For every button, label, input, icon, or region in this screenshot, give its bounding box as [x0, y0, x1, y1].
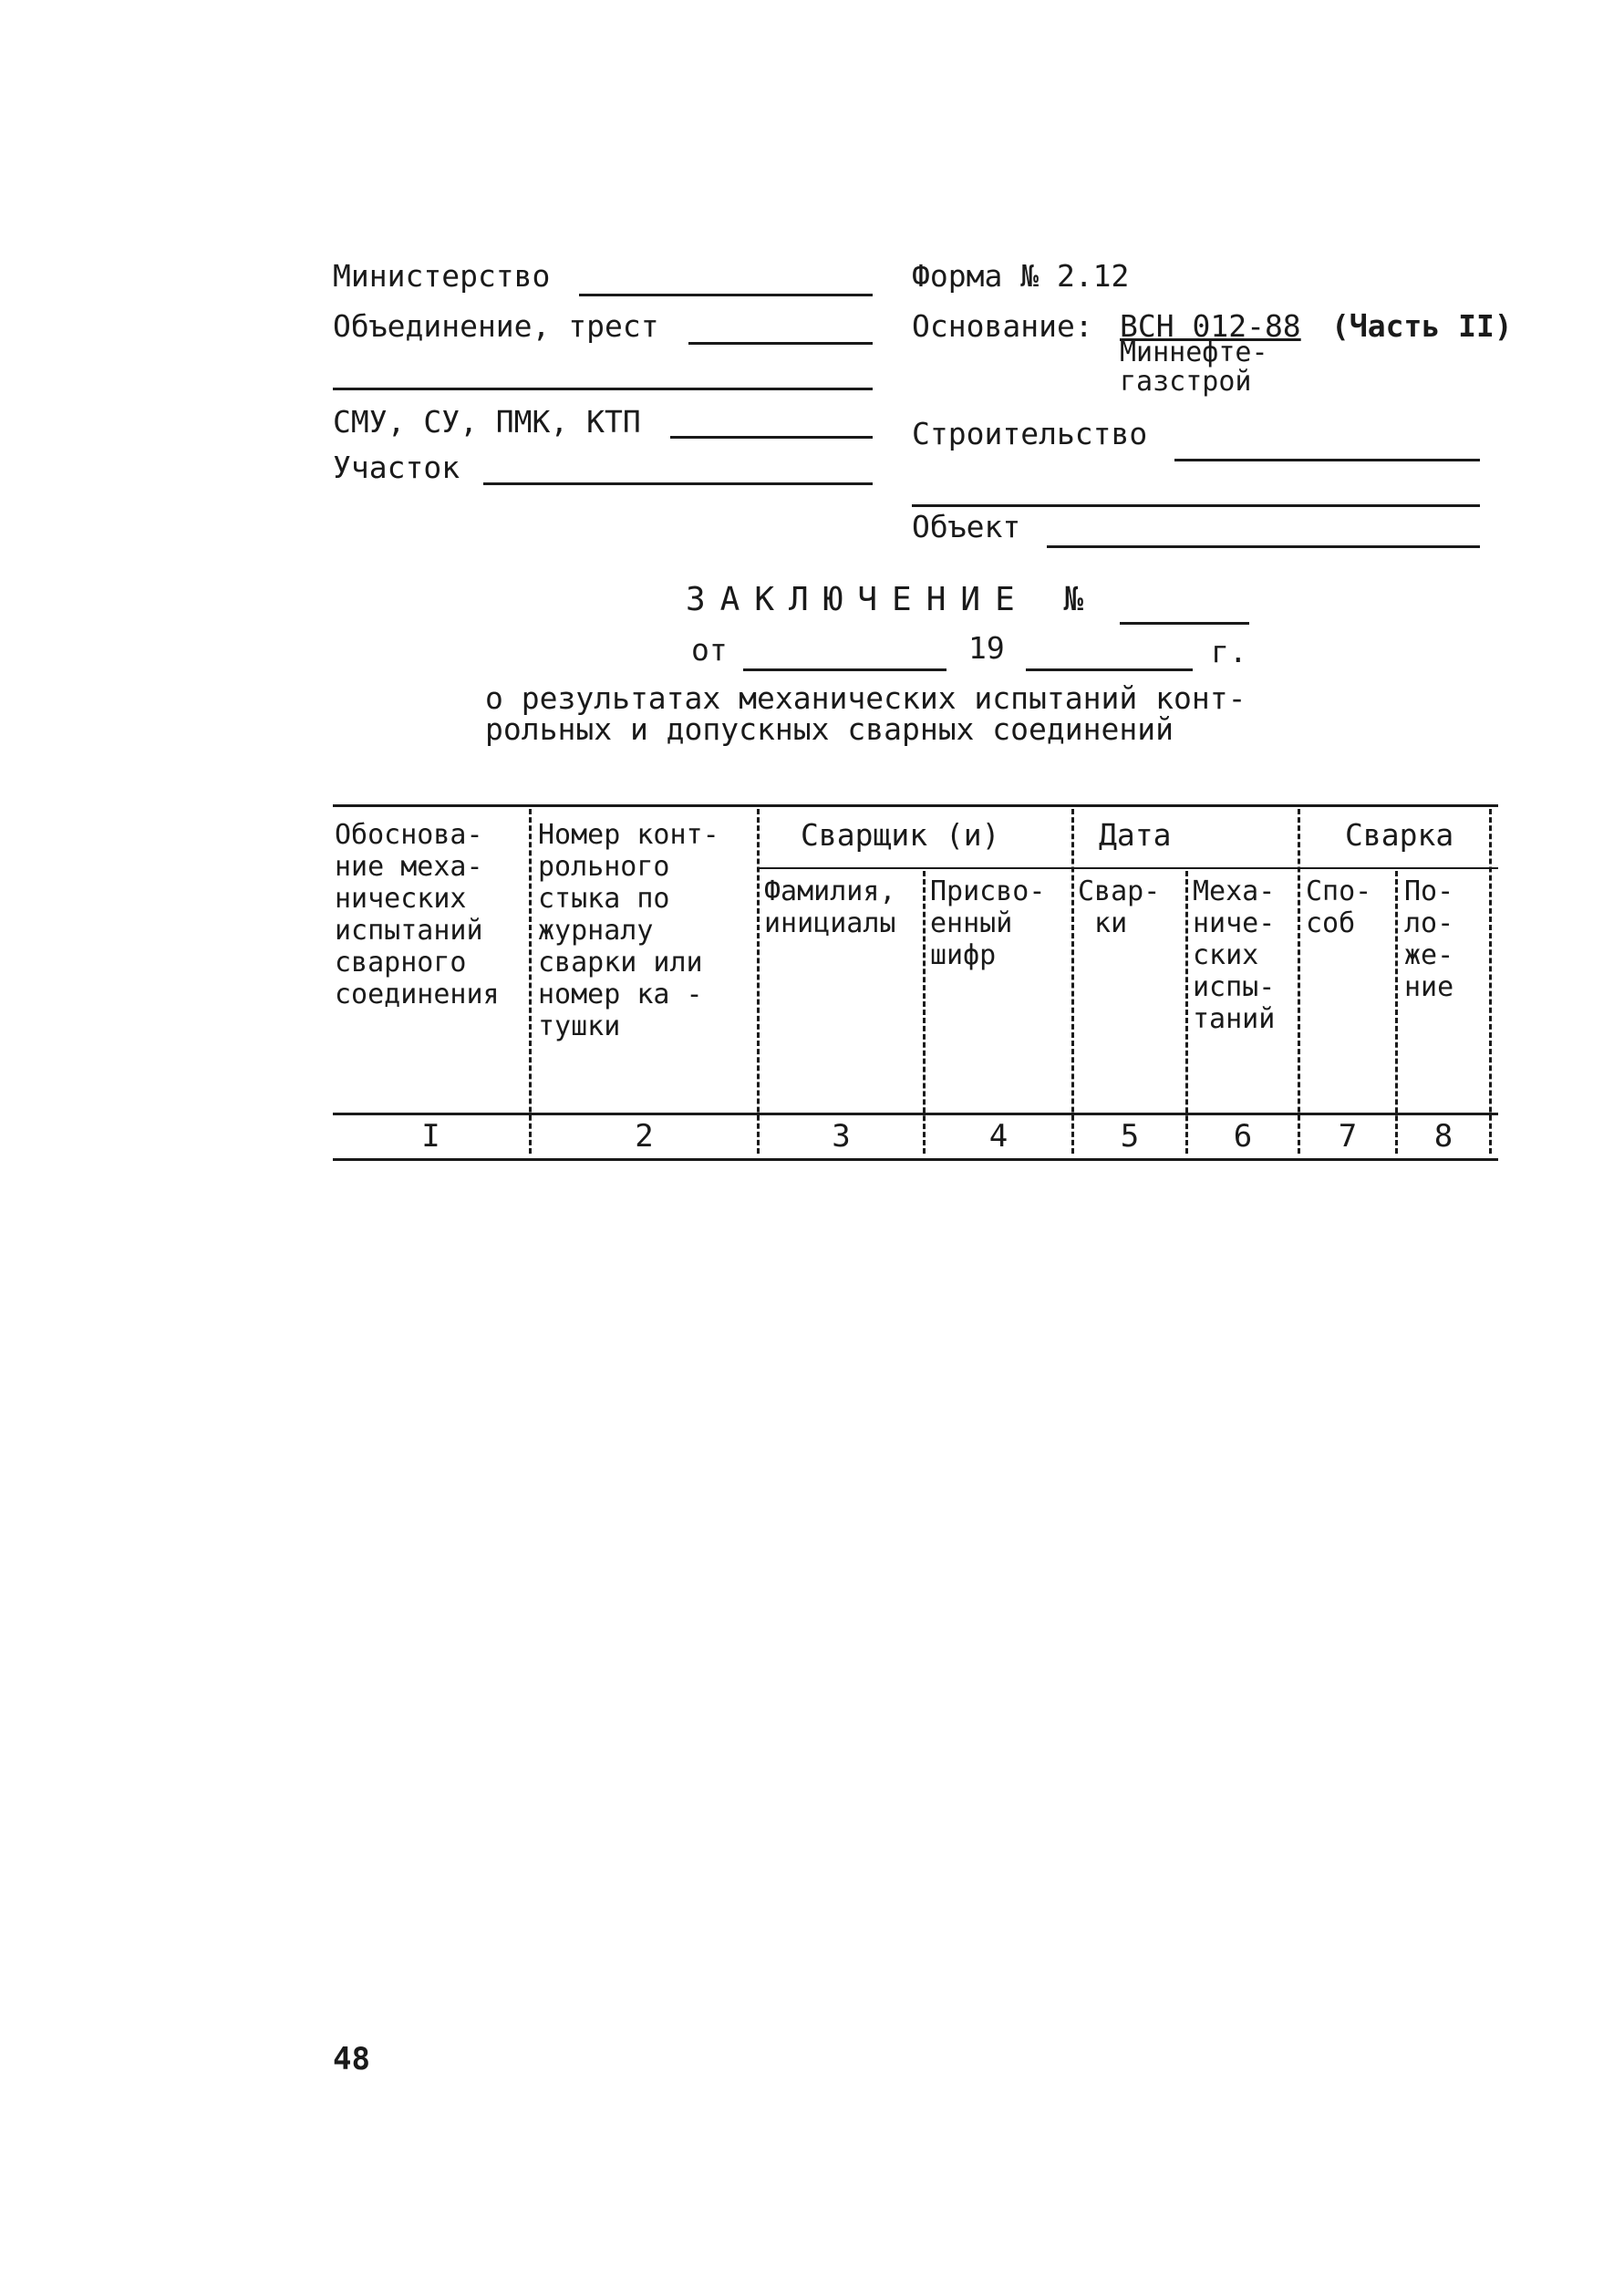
- col-number-1: I: [421, 1118, 440, 1155]
- conclusion-heading: ЗАКЛЮЧЕНИЕ №: [686, 581, 1099, 618]
- col-sep-2: [757, 809, 760, 1154]
- basis-document: ВСН 012-88: [1120, 308, 1301, 344]
- section-label: Участок: [333, 450, 460, 485]
- association-field-line2[interactable]: [333, 388, 873, 390]
- object-label: Объект: [912, 509, 1021, 544]
- ministry-label: Министерство: [333, 258, 551, 294]
- form-number: Форма № 2.12: [912, 258, 1130, 294]
- col-sep-6: [1298, 809, 1300, 1154]
- association-field[interactable]: [688, 342, 873, 345]
- subtitle-line2: рольных и допускных сварных соединений: [485, 711, 1174, 747]
- construction-label: Строительство: [912, 416, 1148, 451]
- header-col1: Обоснова- ние меха- нических испытаний сварного соединения: [335, 819, 500, 1010]
- col-sep-3: [923, 871, 926, 1154]
- header-group-welder: Сварщик (и): [801, 817, 1000, 853]
- header-col3: Фамилия, инициалы: [764, 875, 896, 939]
- col-number-2: 2: [635, 1118, 654, 1155]
- basis-org-line2: газстрой: [1120, 366, 1252, 398]
- page-number: 48: [333, 2041, 370, 2077]
- table-numbers-bottom-rule: [333, 1158, 1498, 1161]
- header-col7: Спо- соб: [1306, 875, 1372, 939]
- col-number-8: 8: [1433, 1118, 1453, 1155]
- basis-part: (Часть II): [1331, 308, 1513, 344]
- basis-org-line1: Миннефте-: [1120, 337, 1268, 368]
- construction-field[interactable]: [1174, 459, 1480, 461]
- header-col8: По- ло- же- ние: [1404, 875, 1454, 1003]
- smu-field[interactable]: [670, 436, 873, 439]
- table-subheader-rule: [757, 867, 1498, 869]
- col-sep-5: [1185, 871, 1188, 1154]
- association-label: Объединение, трест: [333, 308, 659, 344]
- col-number-7: 7: [1338, 1118, 1358, 1155]
- conclusion-number-field[interactable]: [1120, 622, 1249, 625]
- date-year-suffix: г.: [1211, 634, 1247, 669]
- smu-label: СМУ, СУ, ПМК, КТП: [333, 404, 641, 440]
- basis-label: Основание:: [912, 308, 1093, 344]
- col-number-5: 5: [1120, 1118, 1140, 1155]
- col-sep-1: [529, 809, 532, 1154]
- section-field[interactable]: [483, 482, 873, 485]
- header-col5: Свар- ки: [1078, 875, 1161, 939]
- ministry-field[interactable]: [579, 294, 873, 296]
- construction-field-line2[interactable]: [912, 504, 1480, 507]
- date-day-month-field[interactable]: [743, 668, 946, 671]
- col-sep-8: [1489, 809, 1492, 1154]
- date-from-label: от: [691, 632, 728, 668]
- date-year-prefix: 19: [968, 630, 1005, 666]
- subtitle-line1: о результатах механических испытаний конт-: [485, 680, 1246, 716]
- header-group-date: Дата: [1099, 817, 1172, 853]
- table-header-bottom-rule: [333, 1113, 1498, 1115]
- col-number-4: 4: [988, 1118, 1009, 1155]
- col-number-3: 3: [832, 1118, 851, 1155]
- col-sep-7: [1395, 871, 1398, 1154]
- header-col2: Номер конт- рольного стыка по журналу сварки или номер ка - тушки: [538, 819, 719, 1042]
- header-col4: Присво- енный шифр: [930, 875, 1046, 971]
- header-col6: Меха- ниче- ских испы- таний: [1193, 875, 1276, 1035]
- col-sep-4: [1071, 809, 1074, 1154]
- col-number-6: 6: [1233, 1118, 1253, 1155]
- table-top-rule: [333, 804, 1498, 807]
- header-group-welding: Сварка: [1345, 817, 1454, 853]
- object-field[interactable]: [1047, 545, 1480, 548]
- date-year-field[interactable]: [1026, 668, 1193, 671]
